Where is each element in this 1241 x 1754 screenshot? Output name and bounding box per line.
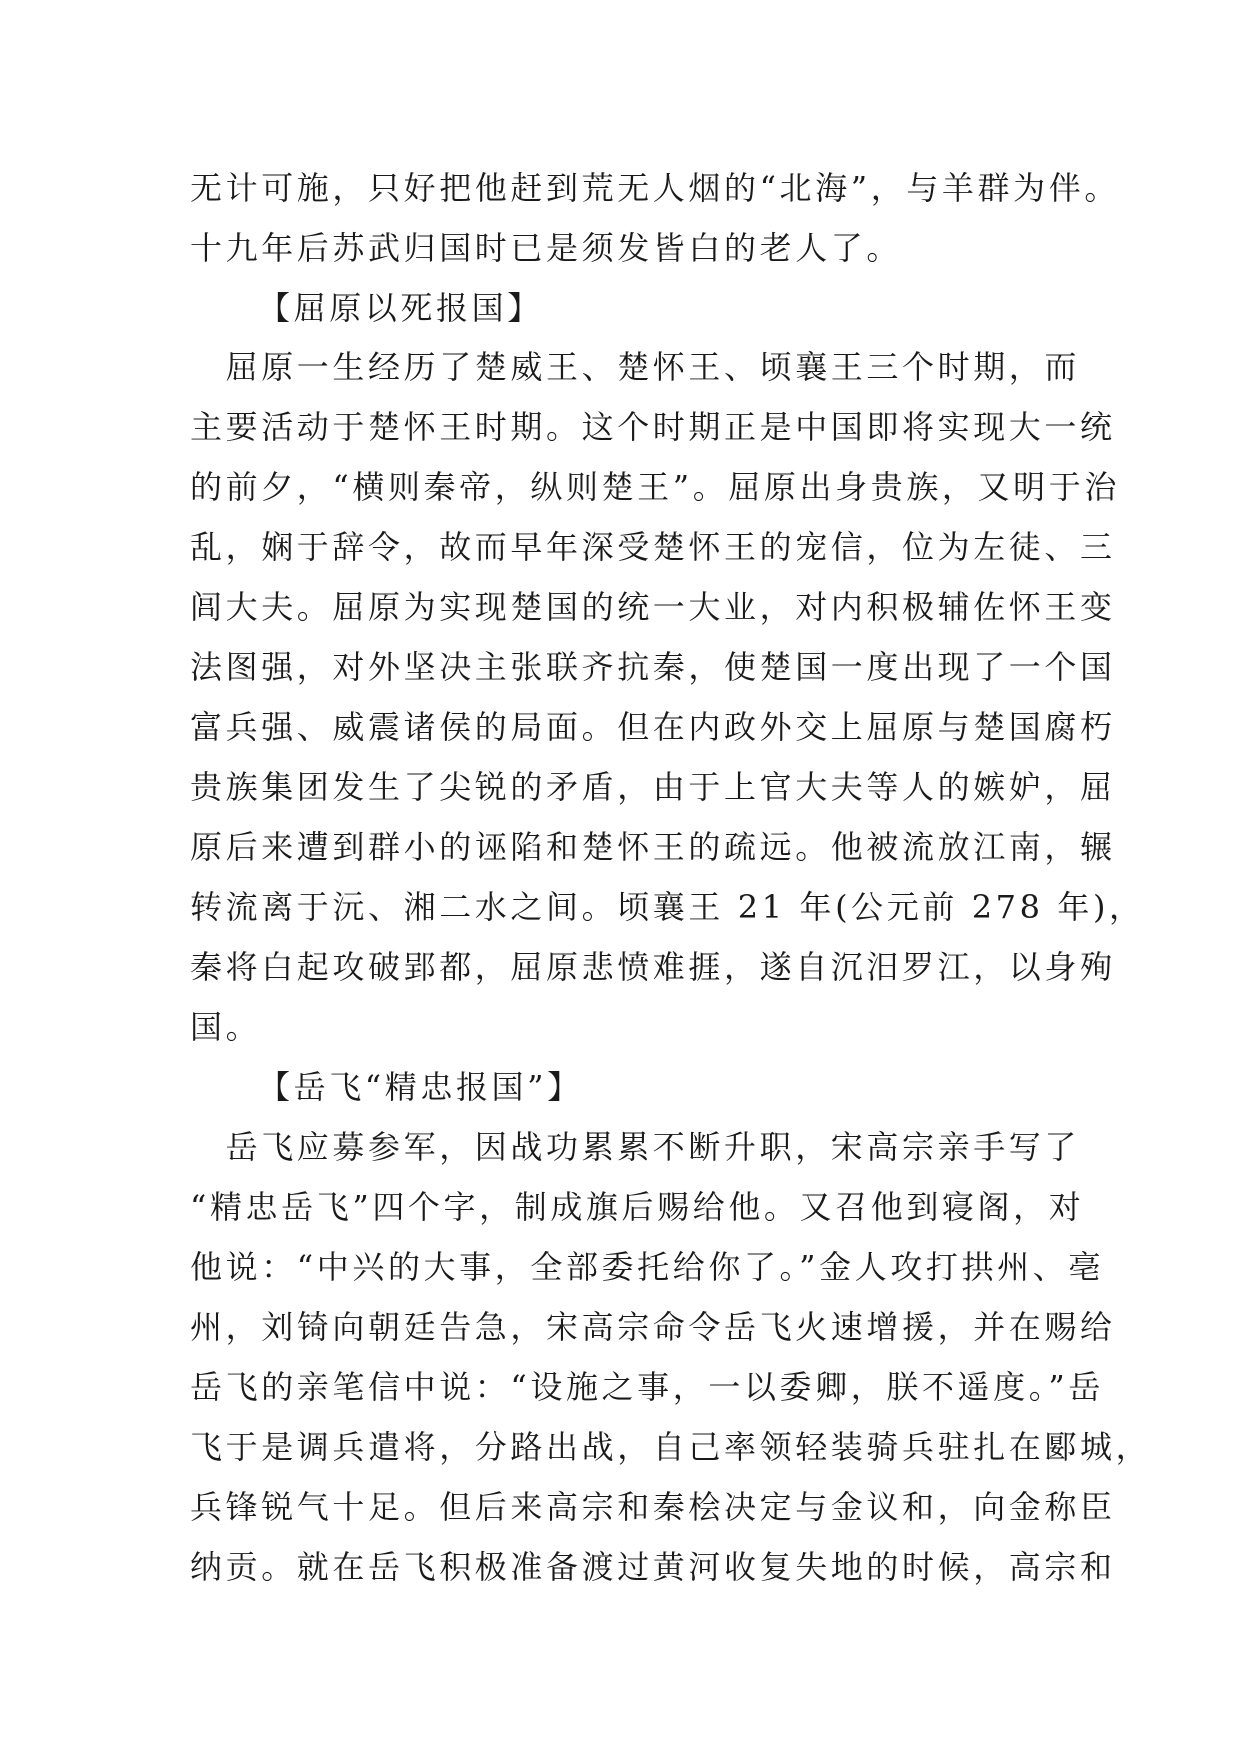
text-line: 岳飞的亲笔信中说：“设施之事，一以委卿，朕不遥度。”岳 xyxy=(190,1368,1104,1406)
text-line: 闾大夫。屈原为实现楚国的统一大业，对内积极辅佐怀王变 xyxy=(190,588,1116,626)
text-line: 乱，娴于辞令，故而早年深受楚怀王的宠信，位为左徒、三 xyxy=(190,528,1116,566)
text-line: 原后来遭到群小的诬陷和楚怀王的疏远。他被流放江南，辗 xyxy=(190,828,1116,866)
text-line: 贵族集团发生了尖锐的矛盾，由于上官大夫等人的嫉妒，屈 xyxy=(190,768,1116,806)
paragraph-first-line: 岳飞应募参军，因战功累累不断升职，宋高宗亲手写了 xyxy=(190,1128,1081,1166)
section-heading: 【屈原以死报国】 xyxy=(258,289,543,327)
text-line: 州，刘锜向朝廷告急，宋高宗命令岳飞火速增援，并在赐给 xyxy=(190,1308,1116,1346)
text-line: 十九年后苏武归国时已是须发皆白的老人了。 xyxy=(190,229,903,267)
text-line: “精忠岳飞”四个字，制成旗后赐给他。又召他到寝阁，对 xyxy=(190,1188,1085,1226)
text-line: 纳贡。就在岳飞积极准备渡过黄河收复失地的时候，高宗和 xyxy=(190,1548,1116,1586)
text-line: 的前夕，“横则秦帝，纵则楚王”。屈原出身贵族，又明于治 xyxy=(190,468,1120,506)
text-line: 国。 xyxy=(190,1008,262,1046)
text-line: 法图强，对外坚决主张联齐抗秦，使楚国一度出现了一个国 xyxy=(190,648,1116,686)
text-line: 飞于是调兵遣将，分路出战，自己率领轻装骑兵驻扎在郾城， xyxy=(190,1428,1152,1466)
text-line: 秦将白起攻破郢都，屈原悲愤难捱，遂自沉汨罗江，以身殉 xyxy=(190,948,1116,986)
text-line: 转流离于沅、湘二水之间。顷襄王 21 年(公元前 278 年)， xyxy=(190,888,1145,926)
paragraph-first-line: 屈原一生经历了楚威王、楚怀王、顷襄王三个时期，而 xyxy=(190,348,1081,386)
text-line: 他说：“中兴的大事，全部委托给你了。”金人攻打拱州、亳 xyxy=(190,1248,1104,1286)
section-heading: 【岳飞“精忠报国”】 xyxy=(258,1068,583,1106)
text-line: 兵锋锐气十足。但后来高宗和秦桧决定与金议和，向金称臣 xyxy=(190,1488,1116,1526)
text-line: 主要活动于楚怀王时期。这个时期正是中国即将实现大一统 xyxy=(190,408,1116,446)
text-line: 无计可施，只好把他赶到荒无人烟的“北海”，与羊群为伴。 xyxy=(190,169,1120,207)
text-line: 富兵强、威震诸侯的局面。但在内政外交上屈原与楚国腐朽 xyxy=(190,708,1116,746)
